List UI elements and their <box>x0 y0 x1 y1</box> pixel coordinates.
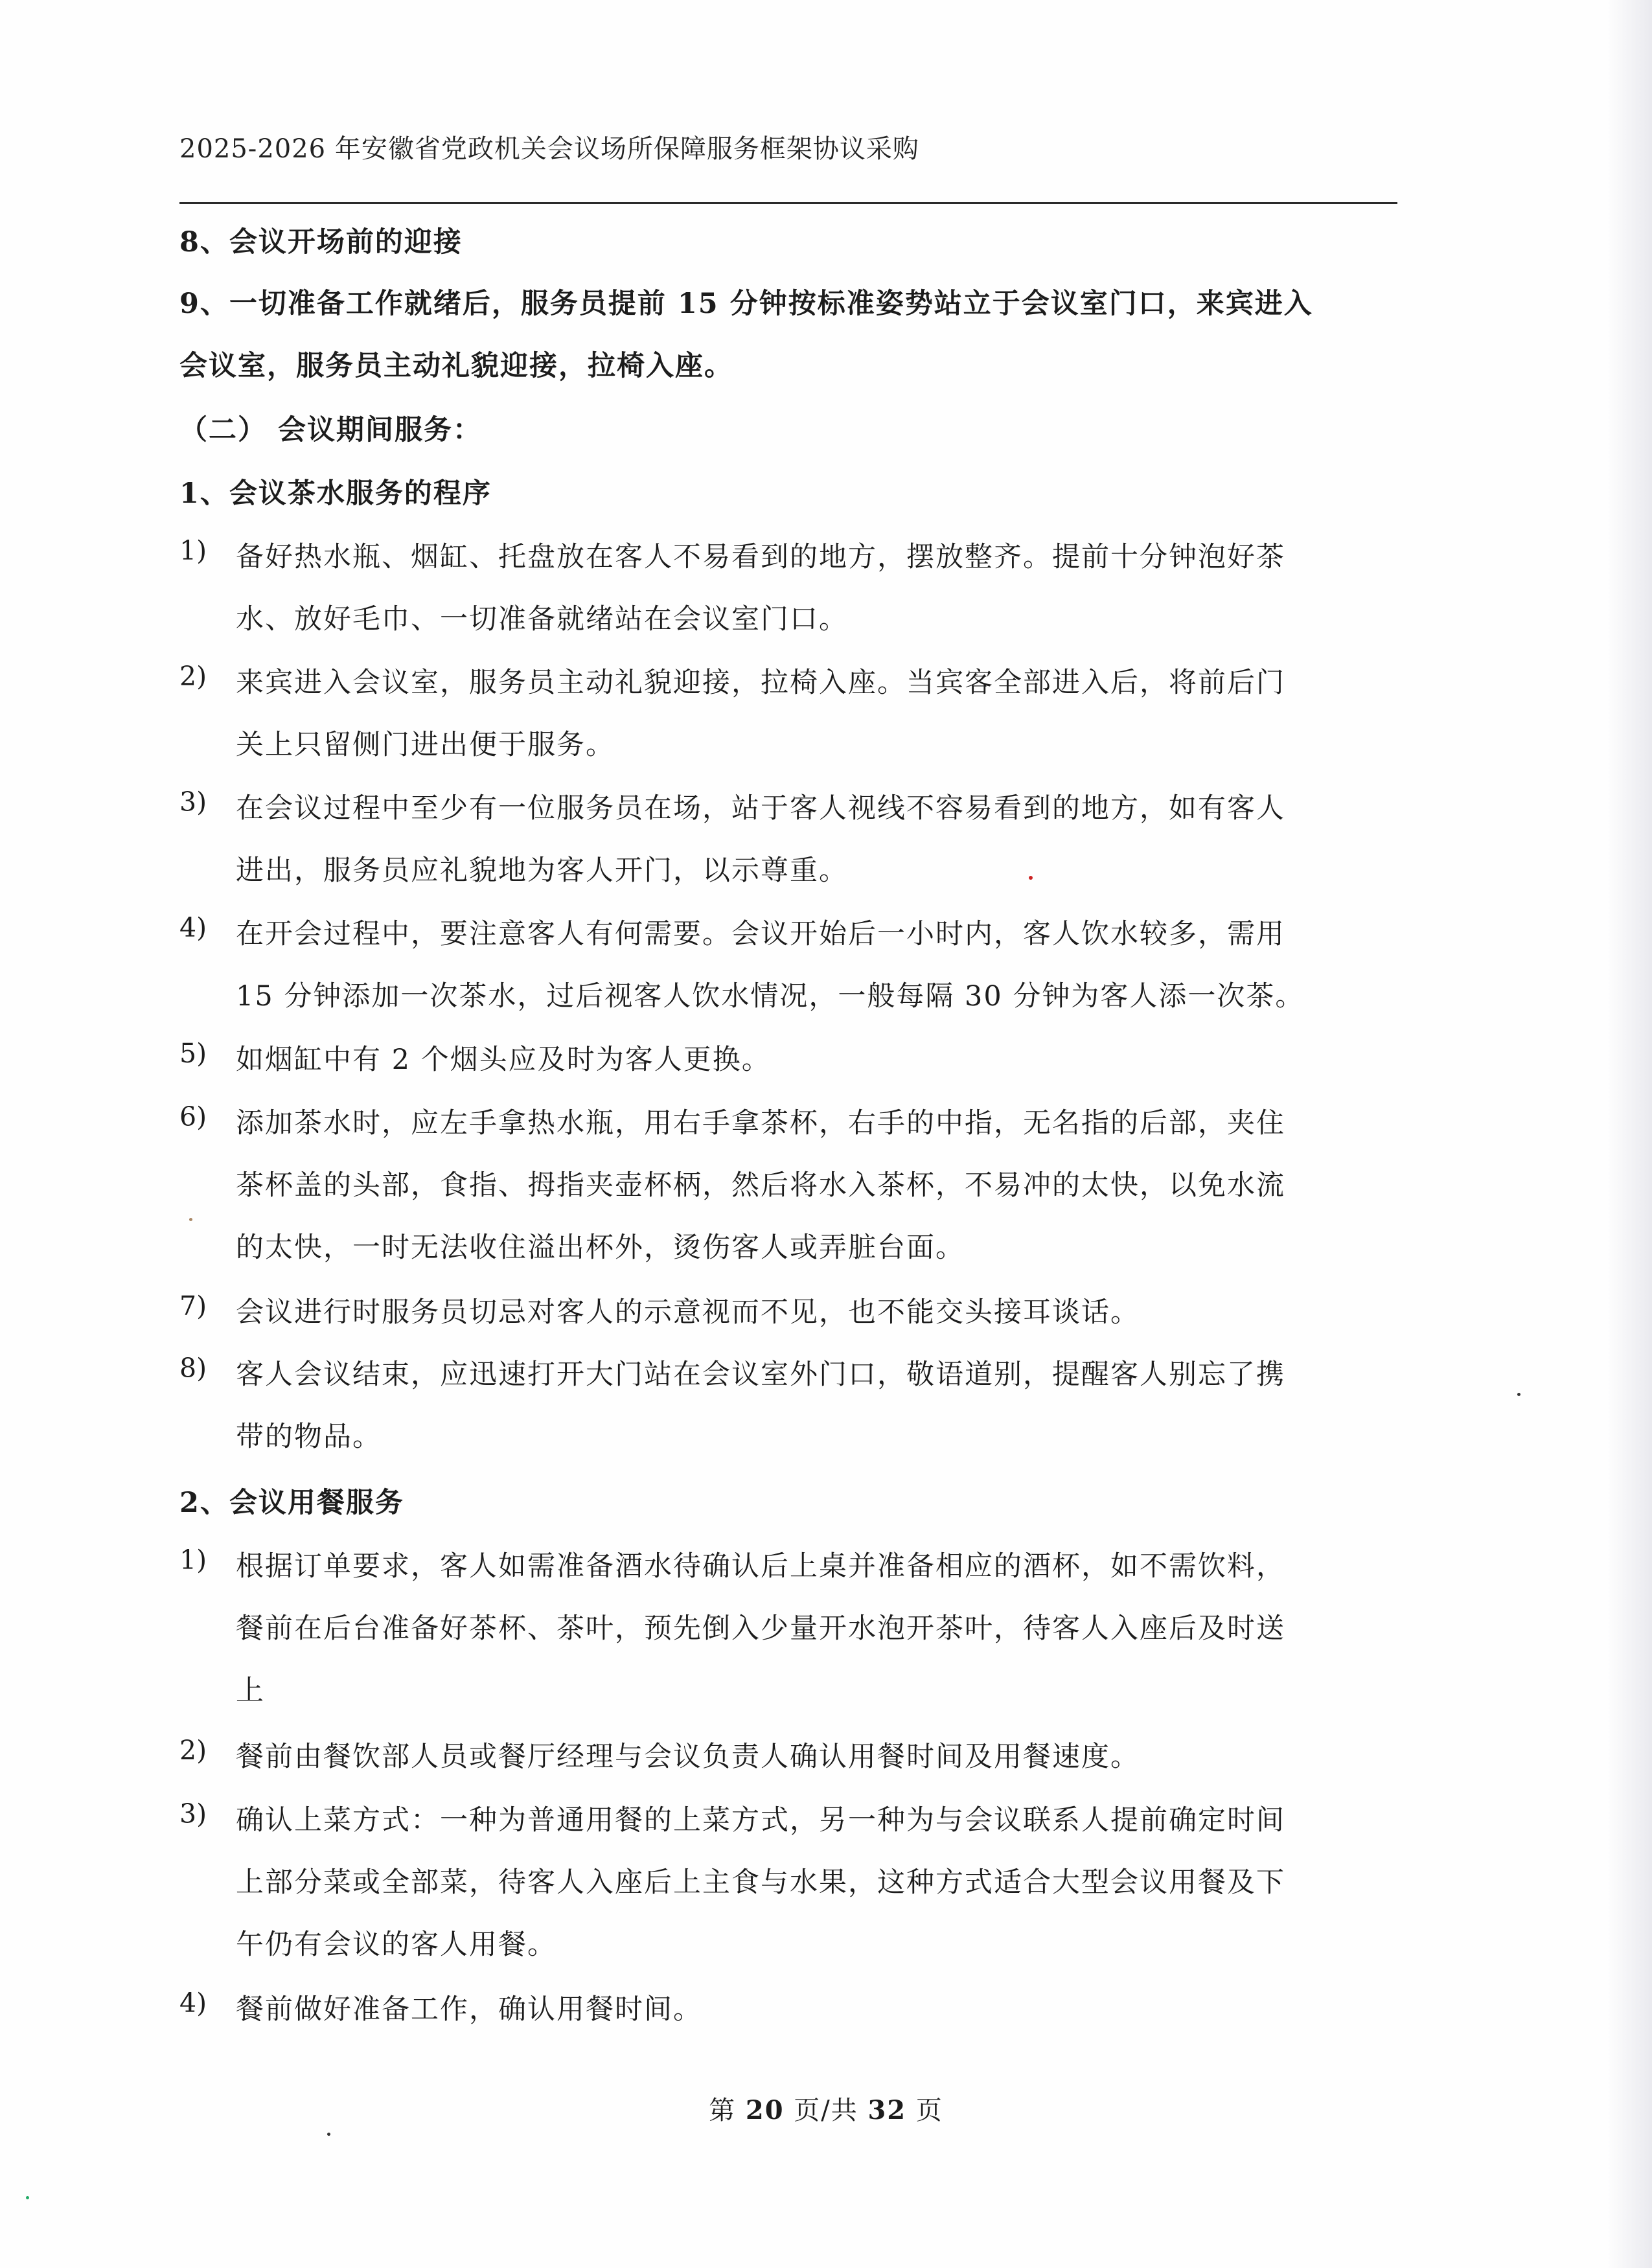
scan-speck <box>189 1218 192 1221</box>
list-item-line: 备好热水瓶、烟缸、托盘放在客人不易看到的地方，摆放整齐。提前十分钟泡好茶 <box>236 541 1285 573</box>
list-item-line: 在会议过程中至少有一位服务员在场，站于客人视线不容易看到的地方，如有客人 <box>236 792 1285 825</box>
list-item-line: 带的物品。 <box>236 1421 382 1453</box>
list-item-number: 2) <box>179 1735 207 1766</box>
tea-service-heading: 1、会议茶水服务的程序 <box>179 477 492 510</box>
list-item-number: 7) <box>179 1290 207 1322</box>
list-item-number: 4) <box>179 1987 207 2019</box>
list-item-number: 6) <box>179 1101 207 1132</box>
scan-edge-shadow <box>1607 0 1652 2268</box>
list-item-number: 5) <box>179 1038 207 1069</box>
footer-suffix: 页 <box>906 2096 943 2125</box>
header-divider <box>179 202 1397 204</box>
list-item-number: 1) <box>179 1544 207 1575</box>
list-item-line: 关上只留侧门进出便于服务。 <box>236 729 615 761</box>
list-item-line: 餐前在后台准备好茶杯、茶叶，预先倒入少量开水泡开茶叶，待客人入座后及时送 <box>236 1612 1285 1645</box>
list-item-line: 添加茶水时，应左手拿热水瓶，用右手拿茶杯，右手的中指，无名指的后部，夹住 <box>236 1107 1285 1140</box>
list-item-number: 2) <box>179 661 207 692</box>
list-item-line: 在开会过程中，要注意客人有何需要。会议开始后一小时内，客人饮水较多，需用 <box>236 918 1285 950</box>
list-item-line: 上 <box>236 1675 265 1707</box>
list-item-line: 进出，服务员应礼貌地为客人开门，以示尊重。 <box>236 854 848 887</box>
list-item-line: 如烟缸中有 2 个烟头应及时为客人更换。 <box>236 1044 771 1076</box>
list-item-number: 4) <box>179 912 207 943</box>
scan-speck <box>1517 1393 1520 1396</box>
list-item-line: 午仍有会议的客人用餐。 <box>236 1929 556 1961</box>
list-item-line: 根据订单要求，客人如需准备酒水待确认后上桌并准备相应的酒杯，如不需饮料， <box>236 1550 1285 1583</box>
footer-total-pages: 32 <box>867 2095 907 2125</box>
list-item-line: 会议进行时服务员切忌对客人的示意视而不见，也不能交头接耳谈话。 <box>236 1296 1140 1329</box>
list-item-number: 3) <box>179 1798 207 1829</box>
list-item-line: 15 分钟添加一次茶水，过后视客人饮水情况，一般每隔 30 分钟为客人添一次茶。 <box>236 980 1305 1013</box>
section-9-line-1: 9、一切准备工作就绪后，服务员提前 15 分钟按标准姿势站立于会议室门口，来宾进入 <box>179 288 1313 320</box>
list-item-number: 8) <box>179 1353 207 1384</box>
list-item-line: 餐前做好准备工作，确认用餐时间。 <box>236 1993 702 2026</box>
page-footer <box>0 2090 1652 2127</box>
footer-prefix: 第 <box>709 2096 746 2125</box>
scan-speck <box>26 2196 29 2199</box>
section-9-line-2: 会议室，服务员主动礼貌迎接，拉椅入座。 <box>179 350 733 382</box>
list-item-line: 上部分菜或全部菜，待客人入座后上主食与水果，这种方式适合大型会议用餐及下 <box>236 1866 1285 1899</box>
scan-speck <box>1029 876 1033 880</box>
meal-service-heading: 2、会议用餐服务 <box>179 1487 404 1519</box>
list-item-line: 茶杯盖的头部，食指、拇指夹壶杯柄，然后将水入茶杯，不易冲的太快，以免水流 <box>236 1169 1285 1202</box>
section-8-heading: 8、会议开场前的迎接 <box>179 226 463 258</box>
part-2-heading: （二） 会议期间服务： <box>179 414 482 446</box>
list-item-line: 来宾进入会议室，服务员主动礼貌迎接，拉椅入座。当宾客全部进入后，将前后门 <box>236 667 1285 699</box>
footer-middle: 页/共 <box>784 2096 868 2125</box>
list-item-number: 1) <box>179 535 207 566</box>
list-item-line: 餐前由餐饮部人员或餐厅经理与会议负责人确认用餐时间及用餐速度。 <box>236 1741 1140 1773</box>
list-item-line: 水、放好毛巾、一切准备就绪站在会议室门口。 <box>236 603 848 636</box>
list-item-line: 确认上菜方式：一种为普通用餐的上菜方式，另一种为与会议联系人提前确定时间 <box>236 1804 1285 1837</box>
list-item-line: 的太快，一时无法收住溢出杯外，烫伤客人或弄脏台面。 <box>236 1231 965 1264</box>
list-item-number: 3) <box>179 786 207 818</box>
footer-current-page: 20 <box>745 2095 785 2125</box>
scan-speck <box>327 2133 330 2136</box>
page-header-title: 2025-2026 年安徽省党政机关会议场所保障服务框架协议采购 <box>179 134 919 164</box>
list-item-line: 客人会议结束，应迅速打开大门站在会议室外门口，敬语道别，提醒客人别忘了携 <box>236 1358 1285 1391</box>
